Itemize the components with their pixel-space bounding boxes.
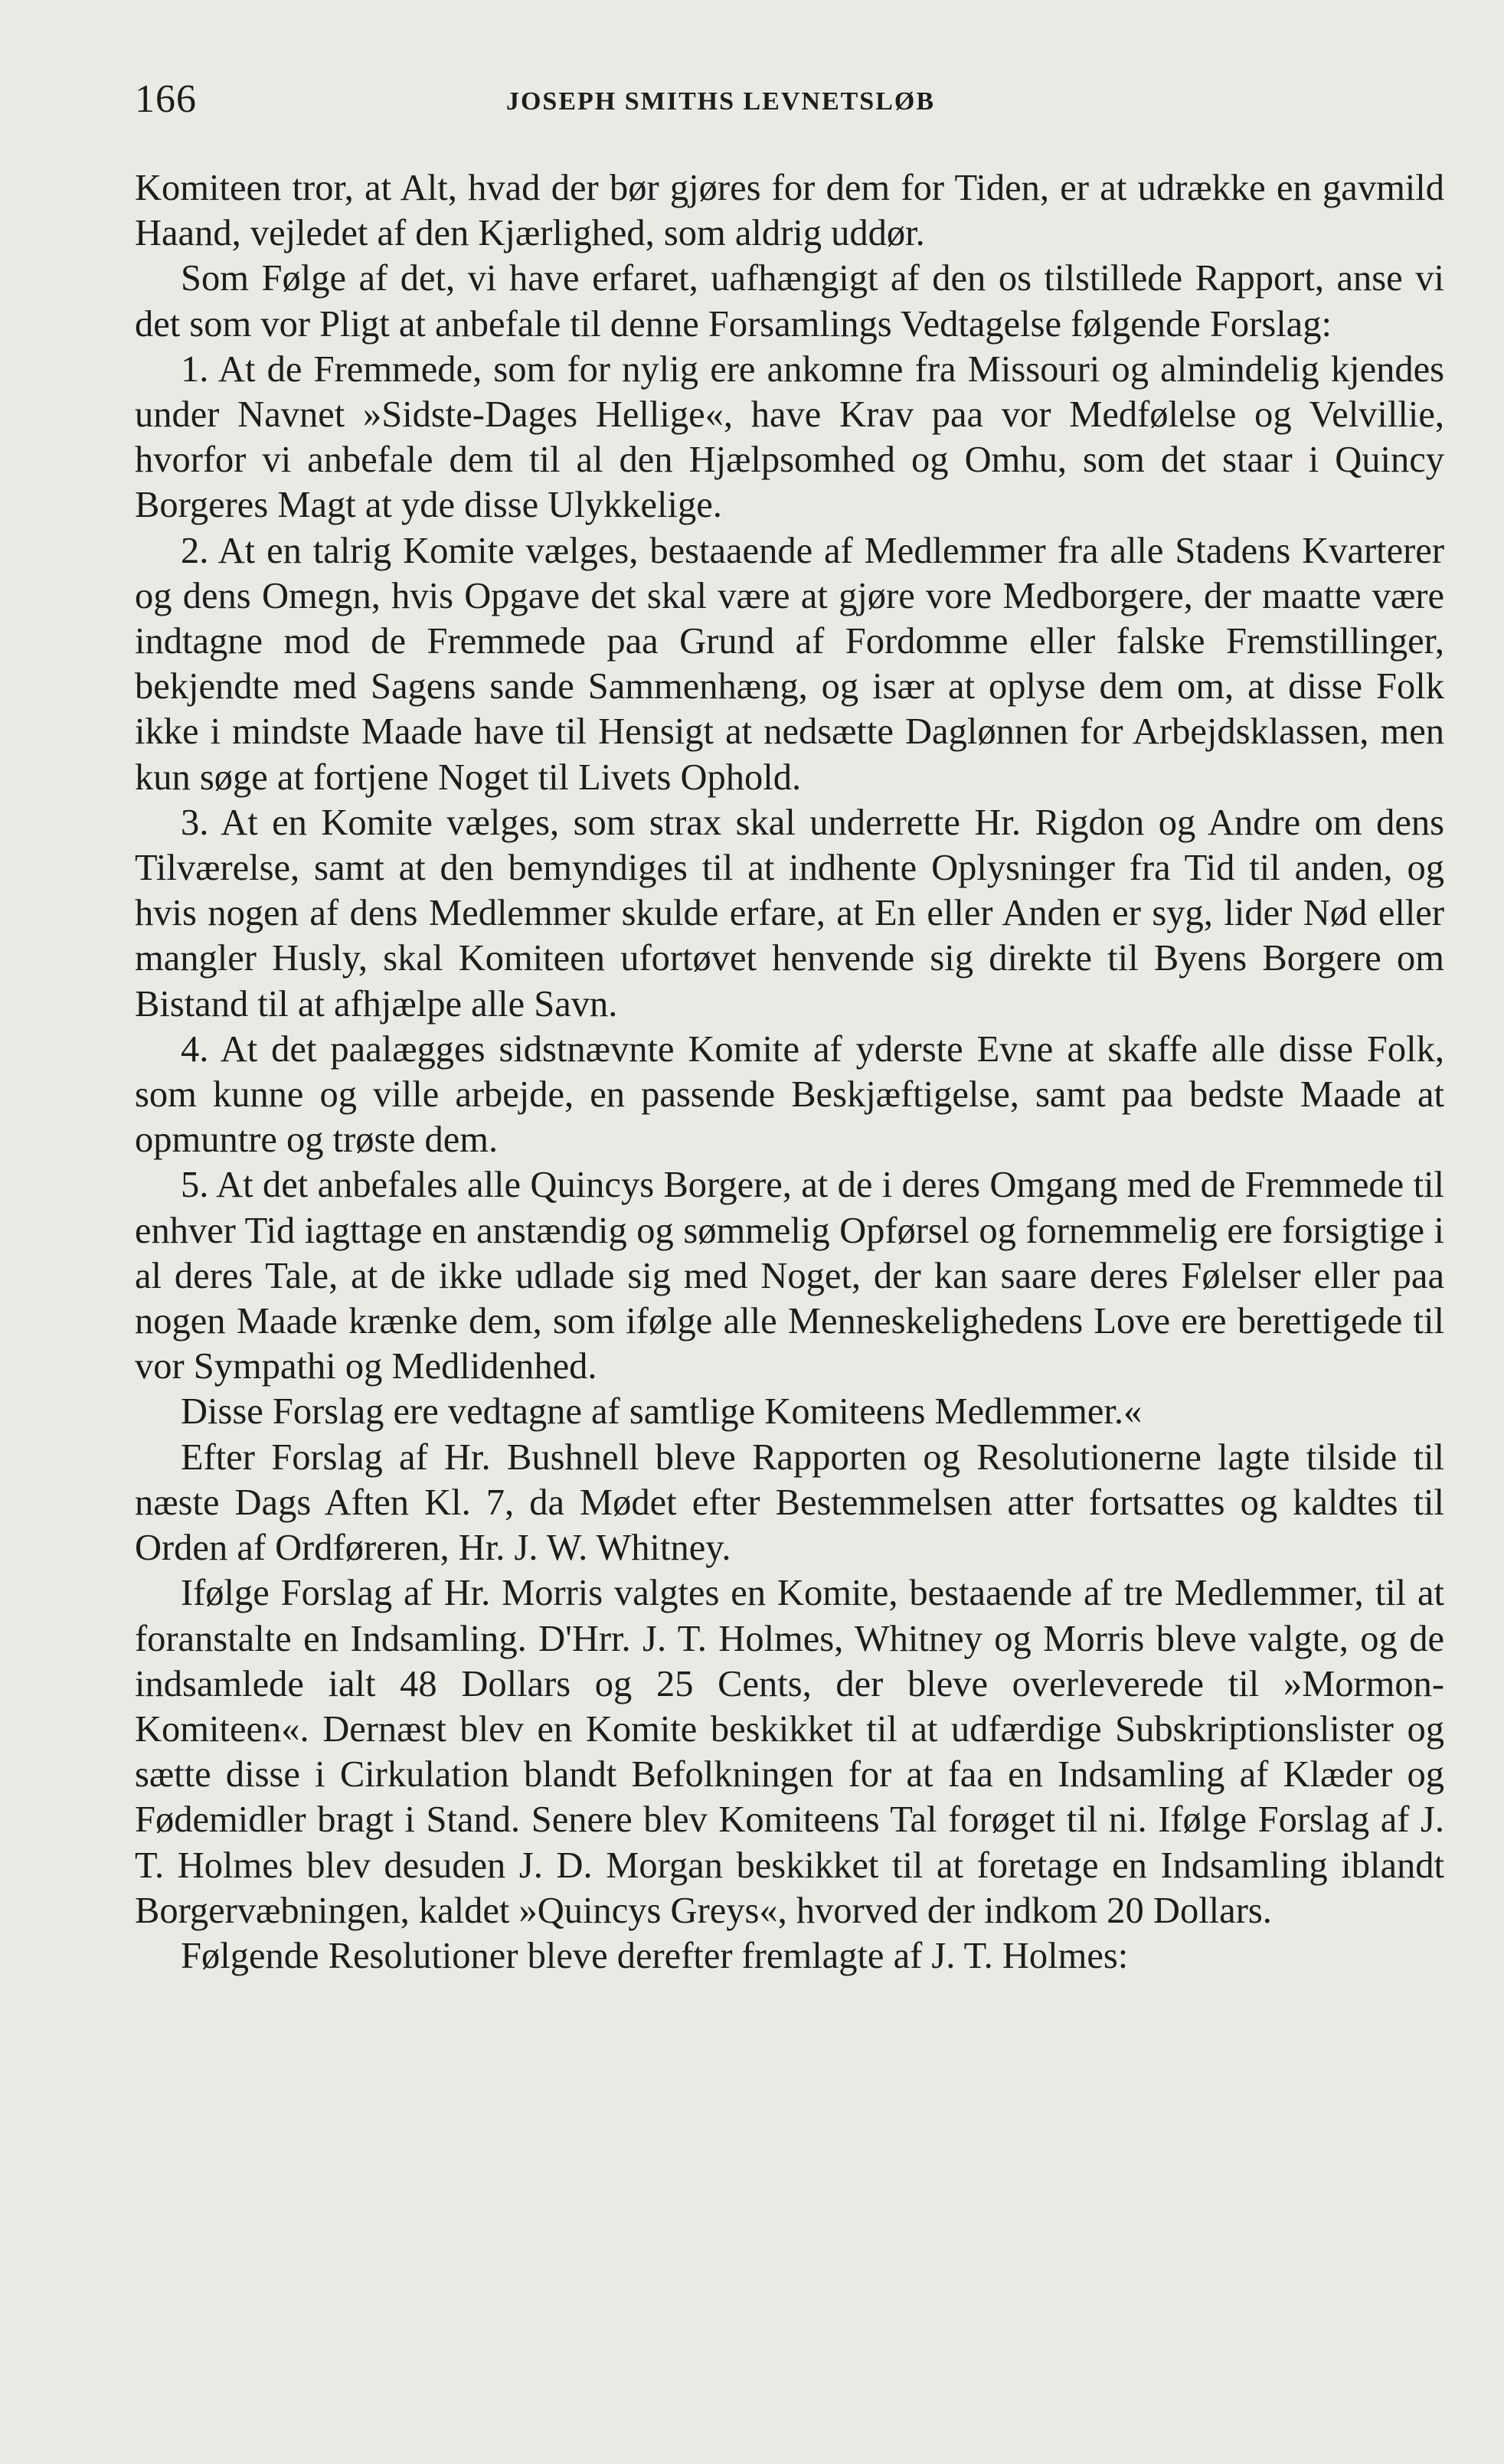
- paragraph: Komiteen tror, at Alt, hvad der bør gjøres for dem for Tiden, er at udrække en gavmild Haand, vejledet af den Kjærlighed, som aldrig uddør.: [135, 168, 1444, 254]
- list-item: 5. At det anbefales alle Quincys Borgere, at de i deres Omgang med de Fremmede til enhver Tid iagttage en anstændig og sømmelig Opførsel og fornemmelig ere forsigtige i al deres Tale, at de ikke udlade sig med Noget, der kan saare deres Følelser eller paa nogen Maade krænke dem, som ifølge alle Menneskelighedens Love ere berettigede til vor Sympathi og Medlidenhed.: [135, 1165, 1444, 1387]
- page-header: [135, 77, 1444, 130]
- list-item: 1. At de Fremmede, som for nylig ere ankomne fra Missouri og almindelig kjendes under Navnet »Sidste-Dages Hellige«, have Krav paa vor Medfølelse og Velvillie, hvorfor vi anbefale dem til al den Hjælpsomhed og Omhu, som det staar i Quincy Borgeres Magt at yde disse Ulykkelige.: [135, 348, 1444, 526]
- list-item: 4. At det paalægges sidstnævnte Komite af yderste Evne at skaffe alle disse Folk, som kunne og ville arbejde, en passende Beskjæftigelse, samt paa bedste Maade at opmuntre og trøste dem.: [135, 1028, 1444, 1161]
- list-item: 2. At en talrig Komite vælges, bestaaende af Medlemmer fra alle Stadens Kvarterer og dens Omegn, hvis Opgave det skal være at gjøre vore Medborgere, der maatte være indtagne mod de Fremmede paa Grund af Fordomme eller falske Fremstillinger, bekjendte med Sagens sande Sammenhæng, og især at oplyse dem om, at disse Folk ikke i mindste Maade have til Hensigt at nedsætte Daglønnen for Arbejdsklassen, men kun søge at fortjene Noget til Livets Ophold.: [135, 530, 1444, 798]
- page-number: 166: [135, 77, 197, 121]
- running-title: JOSEPH SMITHS LEVNETSLØB: [505, 87, 936, 116]
- paragraph: Følgende Resolutioner bleve derefter fremlagte af J. T. Holmes:: [181, 1935, 1129, 1976]
- paragraph: Som Følge af det, vi have erfaret, uafhængigt af den os tilstillede Rapport, anse vi det som vor Pligt at anbefale til denne Forsamlings Vedtagelse følgende Forslag:: [135, 258, 1444, 345]
- list-item: 3. At en Komite vælges, som strax skal underrette Hr. Rigdon og Andre om dens Tilværelse, samt at den bemyndiges til at indhente Oplysninger fra Tid til anden, og hvis nogen af dens Medlemmer skulde erfare, at En eller Anden er syg, lider Nød eller mangler Husly, skal Komiteen ufortøvet henvende sig direkte til Byens Borgere om Bistand til at afhjælpe alle Savn.: [135, 802, 1444, 1024]
- paragraph: Efter Forslag af Hr. Bushnell bleve Rapporten og Resolutionerne lagte tilside til næste Dags Aften Kl. 7, da Mødet efter Bestemmelsen atter fortsattes og kaldtes til Orden af Ordføreren, Hr. J. W. Whitney.: [135, 1436, 1444, 1569]
- paragraph: Ifølge Forslag af Hr. Morris valgtes en Komite, bestaaende af tre Medlemmer, til at foranstalte en Indsamling. D'Hrr. J. T. Holmes, Whitney og Morris bleve valgte, og de indsamlede ialt 48 Dollars og 25 Cents, der bleve overleverede til »Mormon-Komiteen«. Dernæst blev en Komite beskikket til at udfærdige Subskriptionslister og sætte disse i Cirkulation blandt Befolkningen for at faa en Indsamling af Klæder og Fødemidler bragt i Stand. Senere blev Komiteens Tal forøget til ni. Ifølge Forslag af J. T. Holmes blev desuden J. D. Morgan beskikket til at foretage en Indsamling iblandt Borgervæbningen, kaldet »Quincys Greys«, hvorved der indkom 20 Dollars.: [135, 1573, 1444, 1931]
- paragraph: Disse Forslag ere vedtagne af samtlige Komiteens Medlemmer.«: [181, 1391, 1143, 1433]
- body-text: [135, 165, 1444, 1979]
